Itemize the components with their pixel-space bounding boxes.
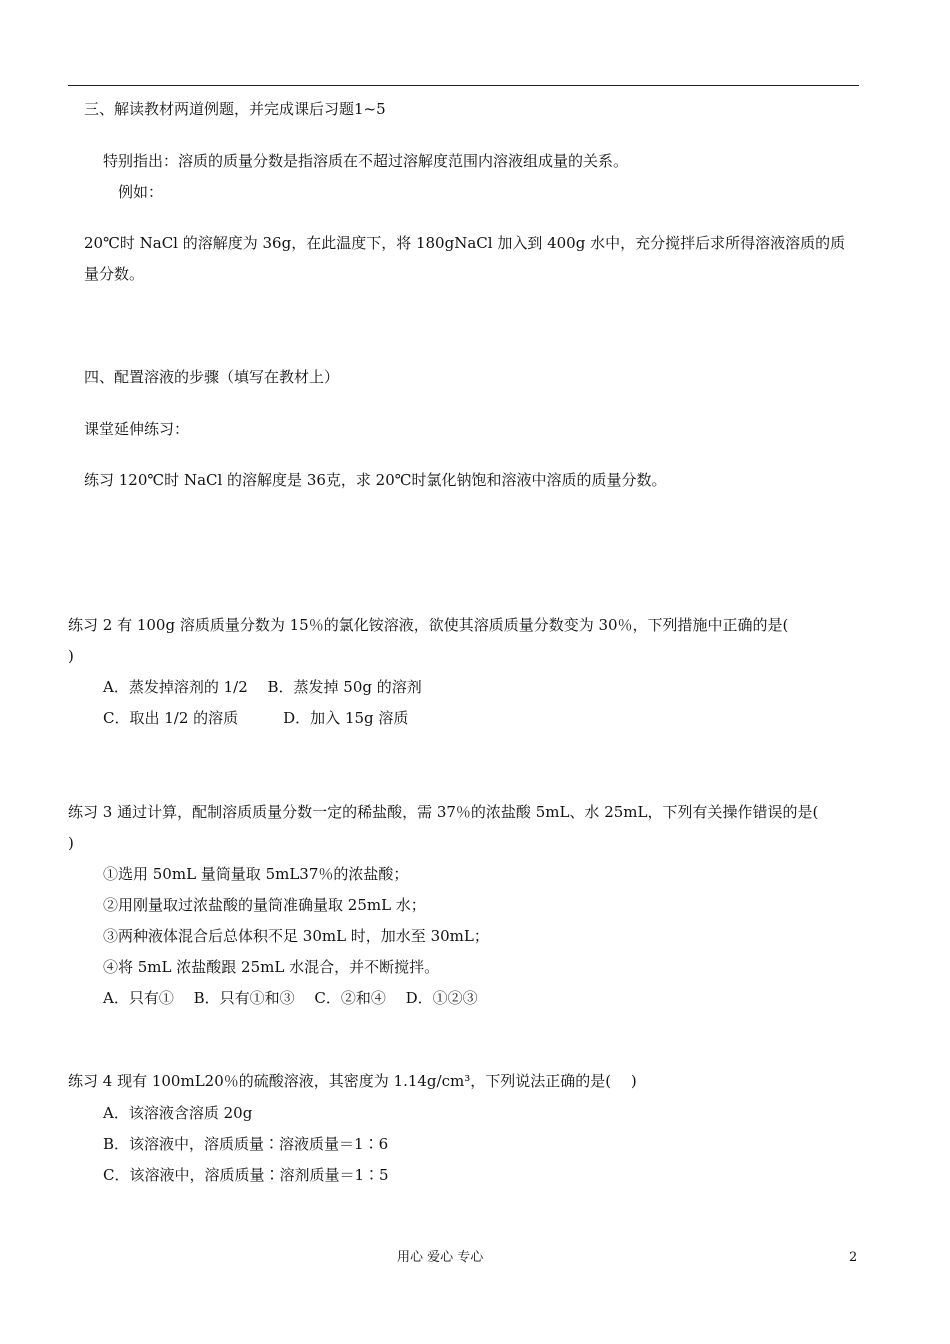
- practice-question-1: 练习 120℃时 NaCl 的溶解度是 36克，求 20℃时氯化钠饱和溶液中溶质的质量分数。: [84, 471, 667, 489]
- page-number: 2: [849, 1250, 858, 1265]
- practice-question-3-line-1: 练习 3 通过计算，配制溶质质量分数一定的稀盐酸，需 37％的浓盐酸 5mL、水 25mL，下列有关操作错误的是(: [68, 803, 819, 821]
- practice-question-4-option: A．该溶液含溶质 20g: [103, 1104, 253, 1122]
- practice-question-2-line-2: ): [68, 647, 74, 665]
- footer-text: 用心 爱心 专心: [397, 1250, 484, 1265]
- practice-question-3-item: ③两种液体混合后总体积不足 30mL 时，加水至 30mL；: [103, 927, 489, 945]
- practice-question-3-line-2: ): [68, 834, 74, 852]
- practice-question-3-item: ①选用 50mL 量筒量取 5mL37％的浓盐酸；: [103, 865, 409, 883]
- practice-question-3-options: A．只有① B．只有①和③ C．②和④ D．①②③: [103, 989, 478, 1007]
- special-note: 特别指出：溶质的质量分数是指溶质在不超过溶解度范围内溶液组成量的关系。: [103, 152, 629, 170]
- practice-question-2-options-row-1: A．蒸发掉溶剂的 1/2 B．蒸发掉 50g 的溶剂: [103, 678, 422, 696]
- practice-question-3-item: ②用刚量取过浓盐酸的量筒准确量取 25mL 水；: [103, 896, 426, 914]
- practice-question-2-options-row-2: C．取出 1/2 的溶质 D．加入 15g 溶质: [103, 709, 409, 727]
- practice-question-2-line-1: 练习 2 有 100g 溶质质量分数为 15％的氯化铵溶液，欲使其溶质质量分数变为 30％，下列措施中正确的是(: [68, 616, 789, 634]
- practice-question-4-line-1: 练习 4 现有 100mL20％的硫酸溶液，其密度为 1.14g/cm³，下列说法正确的是( ): [68, 1072, 637, 1090]
- header-rule: [68, 85, 859, 86]
- practice-question-3-item: ④将 5mL 浓盐酸跟 25mL 水混合，并不断搅拌。: [103, 958, 440, 976]
- practice-question-4-option: C．该溶液中，溶质质量∶溶剂质量＝1∶5: [103, 1166, 389, 1184]
- example-text-line-2: 量分数。: [84, 265, 145, 283]
- section-3-title: 三、解读教材两道例题，并完成课后习题1~5: [84, 100, 386, 118]
- practice-heading: 课堂延伸练习：: [84, 420, 190, 438]
- example-label: 例如：: [118, 183, 164, 201]
- section-4-title: 四、配置溶液的步骤（填写在教材上）: [84, 368, 340, 386]
- practice-question-4-option: B．该溶液中，溶质质量∶溶液质量＝1∶6: [103, 1135, 389, 1153]
- example-text-line-1: 20℃时 NaCl 的溶解度为 36g，在此温度下，将 180gNaCl 加入到 400g 水中，充分搅拌后求所得溶液溶质的质: [84, 234, 846, 252]
